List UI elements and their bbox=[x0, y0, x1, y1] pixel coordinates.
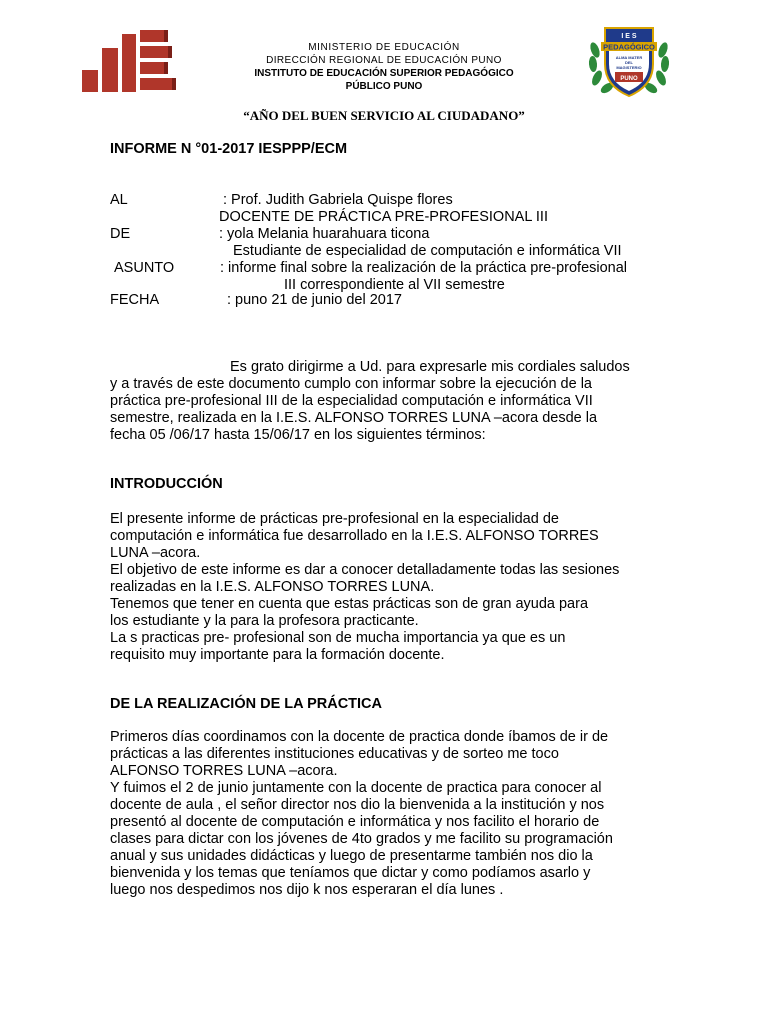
body-line: El objetivo de este informe es dar a conocer detalladamente todas las sesiones bbox=[110, 562, 620, 578]
asunto-value-cont: III correspondiente al VII semestre bbox=[284, 277, 505, 293]
body-line: presentó al docente de computación e informática y nos facilito el horario de bbox=[110, 814, 600, 830]
intro-line: y a través de este documento cumplo con informar sobre la ejecución de la bbox=[110, 376, 592, 392]
section-introduccion-body bbox=[110, 511, 670, 664]
intro-line: práctica pre-profesional III de la especialidad computación e informática VII bbox=[110, 393, 593, 409]
de-label: DE bbox=[110, 226, 131, 242]
intro-line: fecha 05 /06/17 hasta 15/06/17 en los siguientes términos: bbox=[110, 427, 486, 443]
body-line: anual y sus unidades didácticas y luego de presentarme también nos dio la bbox=[110, 848, 593, 864]
asunto-label: ASUNTO bbox=[114, 260, 175, 276]
institute-city-line: PÚBLICO PUNO bbox=[345, 81, 423, 92]
regional-direction-line: DIRECCIÓN REGIONAL DE EDUCACIÓN PUNO bbox=[266, 55, 502, 66]
institute-line: INSTITUTO DE EDUCACIÓN SUPERIOR PEDAGÓGICO bbox=[254, 68, 514, 79]
body-line: Tenemos que tener en cuenta que estas prácticas son de gran ayuda para bbox=[110, 596, 589, 612]
body-line: Primeros días coordinamos con la docente de practica donde íbamos de ir de bbox=[110, 729, 609, 745]
fecha-value: : puno 21 de junio del 2017 bbox=[227, 292, 402, 308]
body-line: docente de aula , el señor director nos dio la bienvenida a la institución y nos bbox=[110, 797, 605, 813]
crest-sub2: DEL bbox=[625, 60, 633, 65]
body-line: bienvenida y los temas que teníamos que dictar y como podíamos asarlo y bbox=[110, 865, 591, 881]
building-blocks-logo-icon bbox=[80, 28, 190, 94]
fecha-label: FECHA bbox=[110, 292, 160, 308]
intro-paragraph bbox=[110, 359, 670, 444]
body-line: La s practicas pre- profesional son de mucha importancia ya que es un bbox=[110, 630, 566, 646]
body-line: realizadas en la I.E.S. ALFONSO TORRES LUNA. bbox=[110, 579, 435, 595]
crest-banner: PEDAGÓGICO bbox=[603, 42, 655, 52]
institution-header bbox=[200, 41, 568, 93]
section-realizacion-title: DE LA REALIZACIÓN DE LA PRÁCTICA bbox=[110, 696, 383, 712]
intro-line: Es grato dirigirme a Ud. para expresarle mis cordiales saludos bbox=[230, 359, 630, 375]
intro-line: semestre, realizada en la I.E.S. ALFONSO TORRES LUNA –acora desde la bbox=[110, 410, 598, 426]
section-introduccion-title: INTRODUCCIÓN bbox=[110, 476, 223, 492]
body-line: ALFONSO TORRES LUNA –acora. bbox=[110, 763, 338, 779]
al-label: AL bbox=[110, 192, 128, 208]
body-line: Y fuimos el 2 de junio juntamente con la docente de practica para conocer al bbox=[110, 780, 602, 796]
al-value-role: DOCENTE DE PRÁCTICA PRE-PROFESIONAL III bbox=[219, 209, 548, 225]
de-value-role: Estudiante de especialidad de computación e informática VII bbox=[233, 243, 622, 259]
de-value: : yola Melania huarahuara ticona bbox=[219, 226, 430, 242]
crest-letters: I E S bbox=[621, 33, 637, 40]
body-line: requisito muy importante para la formación docente. bbox=[110, 647, 445, 663]
body-line: LUNA –acora. bbox=[110, 545, 201, 561]
body-line: computación e informática fue desarrollado en la I.E.S. ALFONSO TORRES bbox=[110, 528, 599, 544]
body-line: clases para dictar con los jóvenes de 4to grados y me facilito su programación bbox=[110, 831, 613, 847]
al-value: : Prof. Judith Gabriela Quispe flores bbox=[223, 192, 453, 208]
body-line: los estudiante y la para la profesora practicante. bbox=[110, 613, 419, 629]
body-line: luego nos despedimos nos dijo k nos esperaran el día lunes . bbox=[110, 882, 504, 898]
crest-sub1: ALMA MATER bbox=[615, 55, 643, 60]
crest-city: PUNO bbox=[620, 76, 638, 82]
pedagogico-shield-crest-icon bbox=[585, 24, 673, 98]
ministry-line: MINISTERIO DE EDUCACIÓN bbox=[308, 42, 460, 53]
body-line: El presente informe de prácticas pre-profesional en la especialidad de bbox=[110, 511, 559, 527]
year-motto: “AÑO DEL BUEN SERVICIO AL CIUDADANO” bbox=[243, 108, 525, 123]
report-title: INFORME N °01-2017 IESPPP/ECM bbox=[110, 141, 348, 157]
body-line: prácticas a las diferentes instituciones educativas y de sorteo me toco bbox=[110, 746, 559, 762]
asunto-value: : informe final sobre la realización de la práctica pre-profesional bbox=[220, 260, 628, 276]
crest-sub3: MAGISTERIO bbox=[616, 65, 642, 70]
section-realizacion-body bbox=[110, 729, 670, 899]
